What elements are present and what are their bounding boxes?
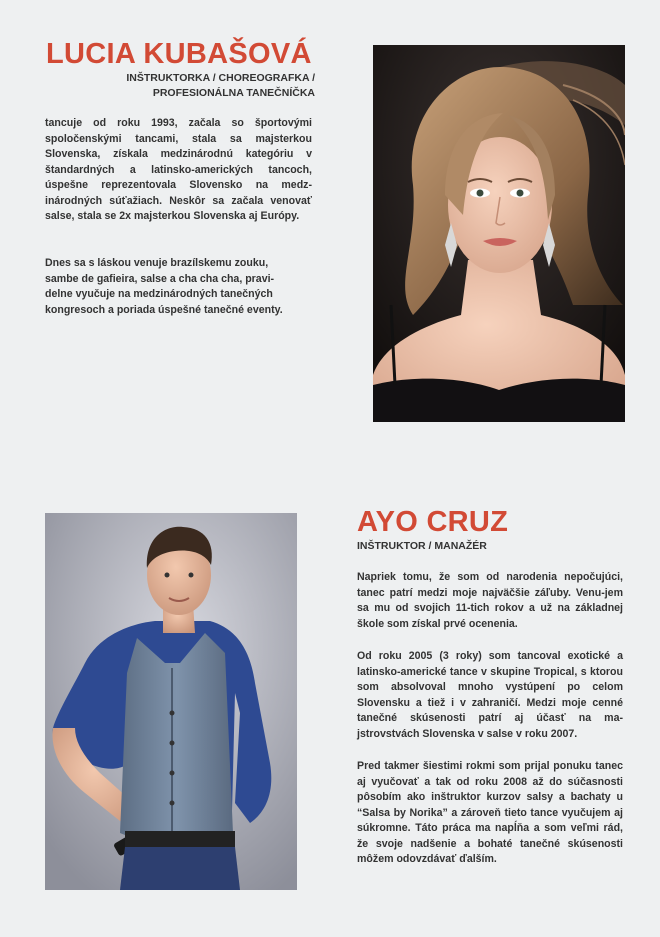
profile2-bio-paragraph-1: Napriek tomu, že som od narodenia nepočujúci, tanec patrí medzi moje najväčšie záľuby. Venu-jem sa mu od svojich 11-tich rokov a už na základnej škole som získal prvé ocenenia. xyxy=(357,571,623,630)
profile2-bio-paragraph-3: Pred takmer šiestimi rokmi som prijal ponuku tanec aj vyučovať a tak od roku 2008 až do súčasnosti pôsobím ako inštruktor kurzov salsy a bachaty u “Salsa by Norika” a zároveň tieto tance vyučujem aj súkromne. Táto práca ma napĺňa a som veľmi rád, že svoje nadšenie a bohaté tanečné skúsenosti môžem odovzdávať ďalším. xyxy=(357,760,623,865)
profile1-bio-line: sambe de gafieira, salse a cha cha cha, pravi- xyxy=(45,272,275,285)
profile1-bio-line: Dnes sa s láskou venuje brazílskemu zouku, xyxy=(45,257,269,269)
profile1-bio-line: delne vyučuje na medzinárodných tanečných xyxy=(45,288,273,300)
profile2-role: INŠTRUKTOR / MANAŽÉR xyxy=(357,540,487,552)
profile1-role-line1: INŠTRUKTORKA / CHOREOGRAFKA / xyxy=(126,72,315,84)
profile1-role xyxy=(110,71,315,101)
profile2-bio-paragraph-2: Od roku 2005 (3 roky) som tancoval exotické a latinsko-americké tance v skupine Tropical, s ktorou som absolvoval mnoho vystúpení po celom Slovensku a tiež i v zahraničí. Medzi moje cenné tanečné skúsenosti patrí aj účasť na ma-jstrovstvách Slovenska v salse v roku 2007. xyxy=(357,650,623,740)
profile1-role-line2: PROFESIONÁLNA TANEČNÍČKA xyxy=(152,87,315,99)
profile1-bio-line: kongresoch a poriada úspešné tanečné eventy. xyxy=(45,303,283,316)
profile2-name: AYO CRUZ xyxy=(357,506,509,538)
profile1-bio-paragraph-1: tancuje od roku 1993, začala so športovými spoločenskými tancami, stala sa majsterkou Slovenska, získala medzinárodnú kategóriu v štandardných a latinsko-amerických tancoch, úspešne reprezentovala Slovensko na medz-inárodných súťažiach. Neskôr sa začala venovať salse, stala se 2x majsterkou Slovenska aj Európy. xyxy=(45,117,312,222)
profile1-name: LUCIA KUBAŠOVÁ xyxy=(46,38,312,70)
profile1-bio-paragraph-2 xyxy=(45,256,320,318)
profile2-photo xyxy=(45,513,297,890)
profile1-photo xyxy=(373,45,625,422)
